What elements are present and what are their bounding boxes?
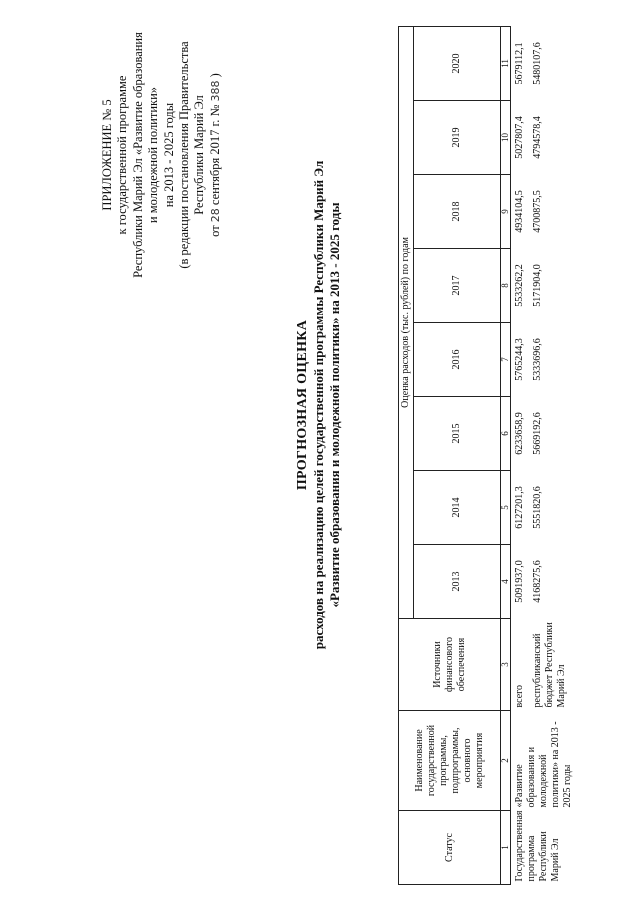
date-close: )	[207, 73, 222, 78]
row-status: Государственная программа Республики Марий Эл	[514, 810, 561, 882]
row-value: 4700875,5	[531, 190, 543, 233]
row-value: 6233658,9	[514, 412, 525, 455]
row-value: 4934104,5	[514, 190, 525, 233]
year-header: 2013	[414, 545, 501, 619]
header-estimate: Оценка расходов (тыс. рублей) по годам	[399, 26, 414, 618]
appendix-line: Республики Марий Эл	[192, 95, 207, 215]
year-header: 2017	[414, 249, 501, 323]
row-program-name: «Развитие образования и молодежной политики» на 2013 - 2025 годы	[514, 721, 573, 808]
appendix-line: к государственной программе	[115, 75, 130, 235]
year-header: 2020	[414, 26, 501, 100]
row-value: 5480107,6	[531, 42, 543, 85]
document-subtitle: расходов на реализацию целей государственной программы Республики Марий Эл	[311, 160, 326, 650]
column-number: 2	[501, 711, 511, 811]
row-source: республиканский бюджет Республики Марий Эл	[531, 622, 567, 708]
header-sources: Источники финансового обеспечения	[399, 619, 501, 711]
column-number-row	[501, 26, 511, 884]
appendix-line: ПРИЛОЖЕНИЕ № 5	[100, 99, 114, 211]
date-rest: сентября 2017 г. №	[207, 104, 222, 206]
table-row	[511, 26, 530, 884]
column-number: 1	[501, 811, 511, 885]
row-value: 5333696,6	[531, 338, 543, 381]
column-number: 10	[501, 101, 511, 175]
year-header: 2019	[414, 101, 501, 175]
date-day: 28	[208, 208, 222, 223]
row-value: 5027807,4	[514, 116, 525, 159]
row-value: 4794578,4	[531, 116, 543, 159]
appendix-date-line	[208, 5, 223, 305]
column-number: 8	[501, 249, 511, 323]
document-subtitle-program: «Развитие образования и молодежной политики» на 2013 - 2025 годы	[327, 202, 342, 608]
appendix-block	[100, 5, 223, 305]
row-value: 5669192,6	[531, 412, 543, 455]
header-status: Статус	[399, 811, 501, 885]
document-title: ПРОГНОЗНАЯ ОЦЕНКА	[295, 319, 310, 491]
row-value: 6127201,3	[514, 486, 525, 529]
column-number: 7	[501, 323, 511, 397]
expenditure-table	[398, 26, 575, 885]
appendix-line: на 2013 - 2025 годы	[161, 102, 176, 208]
date-prefix: от	[207, 225, 222, 237]
row-value: 5551820,6	[531, 486, 543, 529]
column-number: 9	[501, 175, 511, 249]
column-number: 11	[501, 26, 511, 100]
appendix-line: Республики Марий Эл «Развитие образования	[130, 32, 145, 278]
appendix-line: (в редакции постановления Правительства	[177, 41, 192, 269]
row-value: 5091937,0	[514, 560, 525, 603]
row-source: всего	[514, 684, 525, 708]
document-title-block	[295, 5, 343, 805]
year-header: 2015	[414, 397, 501, 471]
row-value: 5679112,1	[514, 42, 525, 85]
column-number: 4	[501, 545, 511, 619]
row-value: 5533262,2	[514, 264, 525, 307]
row-value: 4168275,6	[531, 560, 543, 603]
row-value: 5765244,3	[514, 338, 525, 381]
year-header: 2018	[414, 175, 501, 249]
date-number: 388	[208, 80, 222, 102]
appendix-line: и молодежной политики»	[146, 86, 161, 224]
column-number: 3	[501, 619, 511, 711]
column-number: 5	[501, 471, 511, 545]
year-header: 2014	[414, 471, 501, 545]
row-value: 5171904,0	[531, 264, 543, 307]
year-header: 2016	[414, 323, 501, 397]
header-row	[399, 26, 414, 884]
column-number: 6	[501, 397, 511, 471]
header-name: Наименование государственной программы, подпрограммы, основного мероприятия	[399, 711, 501, 811]
